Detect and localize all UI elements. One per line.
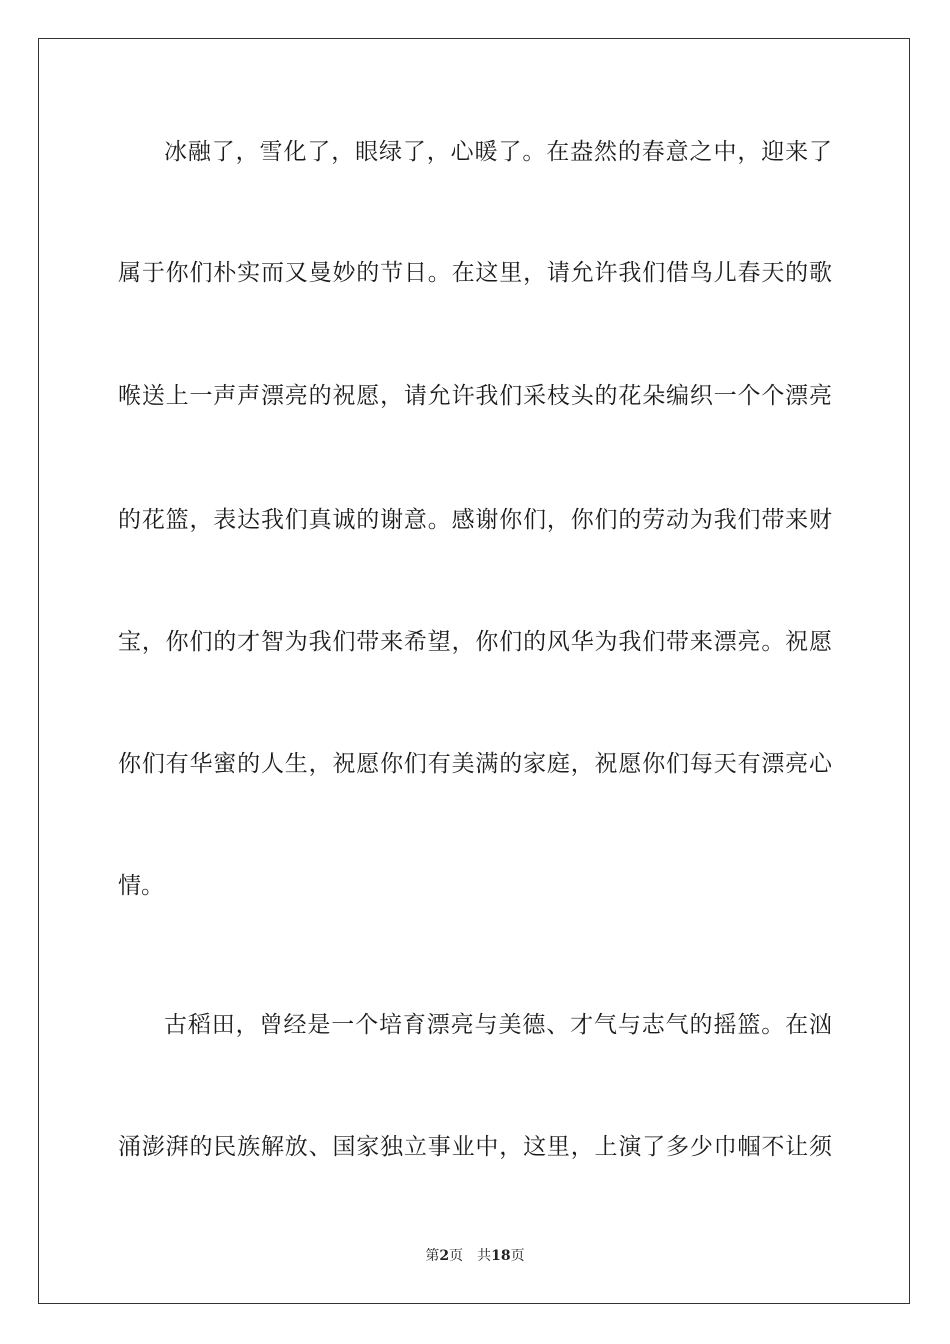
- paragraph-1-line-5: 宝，你们的才智为我们带来希望，你们的风华为我们带来漂亮。祝愿: [118, 629, 832, 655]
- paragraph-1-line-7: 情。: [118, 873, 164, 899]
- footer-page-prefix: 第: [425, 1248, 440, 1264]
- paragraph-1-line-3: 喉送上一声声漂亮的祝愿，请允许我们采枝头的花朵编织一个个漂亮: [118, 383, 832, 409]
- page-border: [38, 38, 910, 1304]
- footer-total-prefix: 共: [477, 1248, 492, 1264]
- paragraph-1-line-1: 冰融了，雪化了，眼绿了，心暖了。在盎然的春意之中，迎来了: [164, 139, 832, 165]
- paragraph-1-line-4: 的花篮，表达我们真诚的谢意。感谢你们，你们的劳动为我们带来财: [118, 507, 832, 533]
- paragraph-1-line-2: 属于你们朴实而又曼妙的节日。在这里，请允许我们借鸟儿春天的歌: [118, 260, 832, 286]
- footer-total-suffix: 页: [510, 1248, 525, 1264]
- paragraph-2-line-2: 涌澎湃的民族解放、国家独立事业中，这里，上演了多少巾帼不让须: [118, 1134, 832, 1160]
- page-footer: [0, 1245, 950, 1265]
- paragraph-2-line-1: 古稻田，曾经是一个培育漂亮与美德、才气与志气的摇篮。在汹: [164, 1012, 832, 1038]
- footer-page-number: 2: [439, 1248, 450, 1264]
- footer-page-suffix: 页: [449, 1248, 464, 1264]
- footer-total-pages: 18: [491, 1248, 511, 1264]
- paragraph-1-line-6: 你们有华蜜的人生，祝愿你们有美满的家庭，祝愿你们每天有漂亮心: [118, 751, 832, 777]
